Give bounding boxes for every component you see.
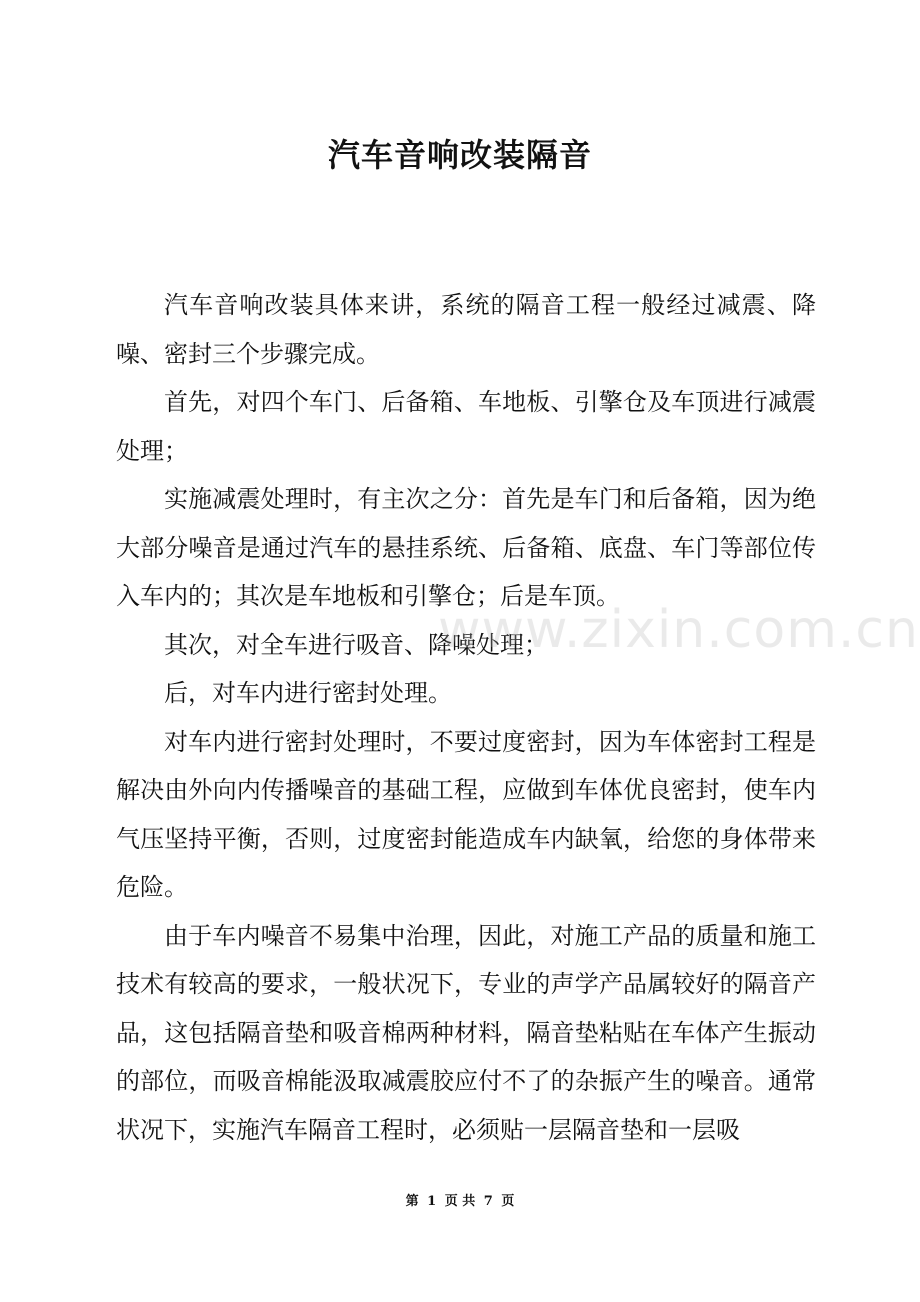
footer-page-number: 1 bbox=[427, 1194, 437, 1209]
document-title: 汽车音响改装隔音 bbox=[327, 136, 592, 174]
footer-suffix: 页 bbox=[501, 1194, 515, 1209]
footer-prefix: 第 bbox=[405, 1194, 419, 1209]
paragraph-3: 实施减震处理时，有主次之分：首先是车门和后备箱，因为绝大部分噪音是通过汽车的悬挂系统、后备箱、底盘、车门等部位传入车内的；其次是车地板和引擎仓；后是车顶。 bbox=[116, 485, 816, 610]
page-footer bbox=[0, 1190, 920, 1209]
paragraph-1: 汽车音响改装具体来讲，系统的隔音工程一般经过减震、降噪、密封三个步骤完成。 bbox=[116, 291, 816, 368]
paragraph-5: 后，对车内进行密封处理。 bbox=[164, 679, 452, 707]
paragraph-7: 由于车内噪音不易集中治理，因此，对施工产品的质量和施工技术有较高的要求，一般状况下，专业的声学产品属较好的隔音产品，这包括隔音垫和吸音棉两种材料，隔音垫粘贴在车体产生振动的部位，而吸音棉能汲取减震胶应付不了的杂振产生的噪音。通常状况下，实施汽车隔音工程时，必须贴一层隔音垫和一层吸 bbox=[116, 921, 816, 1144]
document-body bbox=[116, 281, 816, 1154]
footer-total-pages: 7 bbox=[483, 1194, 493, 1209]
paragraph-6: 对车内进行密封处理时，不要过度密封，因为车体密封工程是解决由外向内传播噪音的基础工程，应做到车体优良密封，使车内气压坚持平衡，否则，过度密封能造成车内缺氧，给您的身体带来危险。 bbox=[116, 727, 816, 901]
paragraph-2: 首先，对四个车门、后备箱、车地板、引擎仓及车顶进行减震处理； bbox=[116, 388, 816, 465]
paragraph-4: 其次，对全车进行吸音、降噪处理； bbox=[164, 630, 548, 659]
watermark-text: www.zixin.com.cn bbox=[438, 600, 919, 660]
footer-middle: 页 共 bbox=[444, 1194, 476, 1209]
